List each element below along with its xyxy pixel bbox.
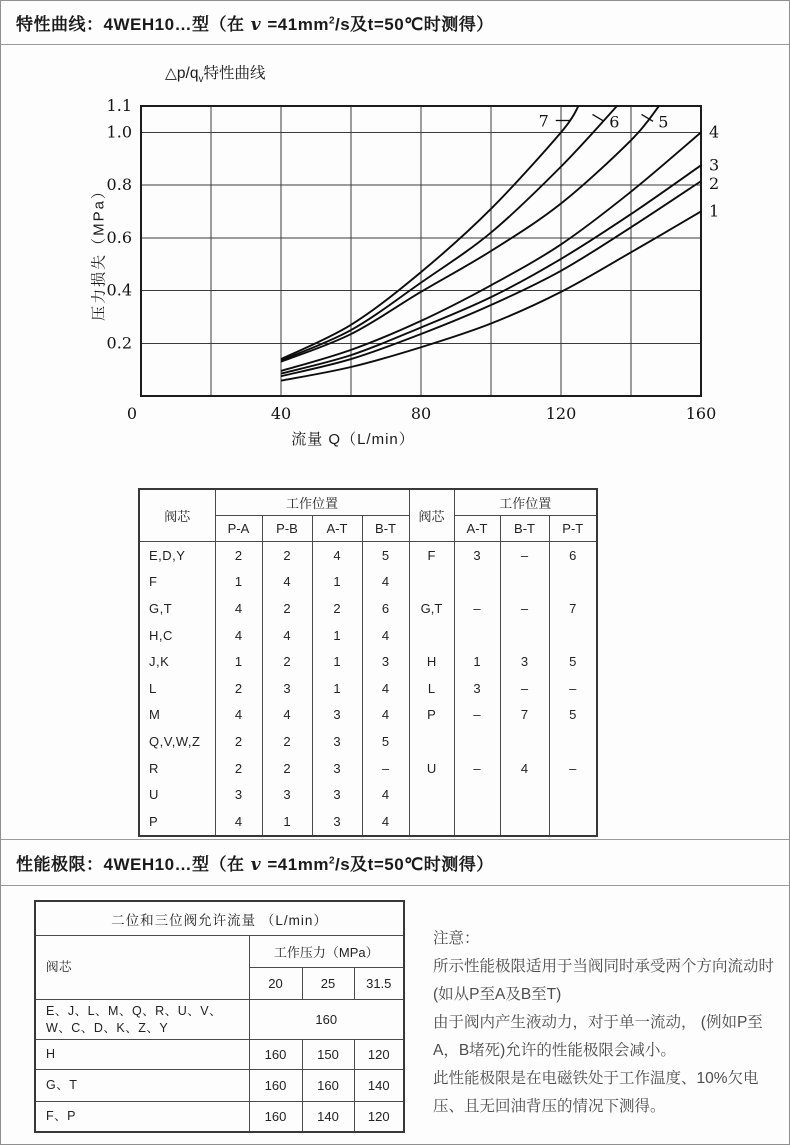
value-cell: 4 xyxy=(362,781,409,808)
value-cell xyxy=(500,781,549,808)
flow-value-cell: 140 xyxy=(354,1070,404,1102)
value-cell: 1 xyxy=(312,622,362,649)
value-cell: 5 xyxy=(362,728,409,755)
spool-cell: H,C xyxy=(139,622,215,649)
value-cell: 1 xyxy=(312,569,362,596)
position-column-header: A-T xyxy=(312,516,362,542)
position-column-header: B-T xyxy=(362,516,409,542)
y-tick-label: 0.8 xyxy=(106,175,132,195)
value-cell: 1 xyxy=(262,808,312,836)
spool-cell: J,K xyxy=(139,648,215,675)
x-tick-label: 0 xyxy=(126,404,138,423)
spool-cell: P xyxy=(409,702,454,729)
table-row xyxy=(139,569,597,596)
value-cell xyxy=(454,781,500,808)
value-cell: – xyxy=(454,595,500,622)
chart-title: $\triangle p/q_v$特性曲线 xyxy=(165,65,266,86)
value-cell: 3 xyxy=(362,648,409,675)
value-cell: 3 xyxy=(312,702,362,729)
y-tick-label: 0.6 xyxy=(106,227,132,247)
table-row xyxy=(139,728,597,755)
spool-cell: L xyxy=(409,675,454,702)
spool-cell: M xyxy=(139,702,215,729)
curve-label-1: 1 xyxy=(709,201,720,221)
value-cell: 6 xyxy=(362,595,409,622)
spool-cell: H xyxy=(35,1040,249,1070)
flow-value-cell: 150 xyxy=(302,1040,354,1070)
y-tick-label: 1.1 xyxy=(106,96,132,115)
x-axis-label: 流量 Q（L/min） xyxy=(291,431,415,448)
section1-title-text: 特性曲线：4WEH10…型（在 $v =41mm^2/s$及t=50℃时测得） xyxy=(16,15,494,35)
flow-value-cell: 160 xyxy=(302,1070,354,1102)
spool-cell: Q,V,W,Z xyxy=(139,728,215,755)
spool-cell xyxy=(409,781,454,808)
table-row xyxy=(139,702,597,729)
position-header-right: 工作位置 xyxy=(454,489,597,516)
value-cell: 4 xyxy=(215,702,262,729)
value-cell: – xyxy=(500,595,549,622)
position-column-header: P-B xyxy=(262,516,312,542)
nu-symbol: v xyxy=(250,15,262,35)
value-cell: – xyxy=(362,755,409,782)
flow-value-cell: 160 xyxy=(249,1000,404,1040)
value-cell: 5 xyxy=(549,702,597,729)
value-cell xyxy=(500,808,549,836)
value-cell: 3 xyxy=(312,728,362,755)
value-cell: 4 xyxy=(215,622,262,649)
curve-label-leader xyxy=(593,114,605,121)
value-cell xyxy=(454,622,500,649)
value-cell: 2 xyxy=(312,595,362,622)
flow-value-cell: 160 xyxy=(249,1102,302,1132)
value-cell xyxy=(549,808,597,836)
value-cell: 4 xyxy=(362,675,409,702)
value-cell: – xyxy=(500,542,549,569)
table-row xyxy=(35,1102,404,1132)
table-row xyxy=(139,622,597,649)
value-cell xyxy=(454,808,500,836)
value-cell: 3 xyxy=(312,808,362,836)
value-cell: – xyxy=(454,702,500,729)
y-tick-label: 1.0 xyxy=(106,122,132,142)
notes-line: A，B堵死)允许的性能极限会减小。 xyxy=(433,1042,676,1059)
value-cell: 2 xyxy=(262,755,312,782)
spool-cell: G,T xyxy=(409,595,454,622)
flow-value-cell: 120 xyxy=(354,1040,404,1070)
curve-label-4: 4 xyxy=(709,122,720,142)
pressure-header: 工作压力（MPa） xyxy=(249,936,404,968)
y-tick-label: 0.4 xyxy=(106,280,132,300)
value-cell: 3 xyxy=(262,675,312,702)
spool-cell: H xyxy=(409,648,454,675)
value-cell: 3 xyxy=(215,781,262,808)
dp-qv-characteristic-chart xyxy=(1,45,790,445)
pressure-column-header: 20 xyxy=(249,968,302,1000)
spool-cell: L xyxy=(139,675,215,702)
value-cell: 2 xyxy=(262,648,312,675)
value-cell: 3 xyxy=(454,675,500,702)
value-cell xyxy=(500,728,549,755)
working-position-table xyxy=(138,488,598,837)
spool-cell: R xyxy=(139,755,215,782)
value-cell: 3 xyxy=(454,542,500,569)
nu-symbol: v xyxy=(250,855,262,875)
curve-label-7: 7 xyxy=(538,111,549,131)
table-row xyxy=(35,1040,404,1070)
curve-label-5: 5 xyxy=(658,112,669,132)
value-cell: 3 xyxy=(262,781,312,808)
position-header-left: 工作位置 xyxy=(215,489,409,516)
x-tick-label: 80 xyxy=(410,404,432,423)
position-column-header: A-T xyxy=(454,516,500,542)
value-cell: 1 xyxy=(215,648,262,675)
value-cell: 4 xyxy=(362,622,409,649)
spool-cell: P xyxy=(139,808,215,836)
value-cell: 4 xyxy=(312,542,362,569)
value-cell: 2 xyxy=(215,675,262,702)
notes-lines xyxy=(433,953,785,1121)
notes-line: 由于阀内产生液动力，对于单一流动， (例如P至 xyxy=(433,1014,763,1031)
notes-line: (如从P至A及B至T) xyxy=(433,986,562,1003)
value-cell xyxy=(454,569,500,596)
flow-table-title: 二位和三位阀允许流量 （L/min） xyxy=(35,901,404,936)
value-cell xyxy=(454,728,500,755)
curve-label-3: 3 xyxy=(709,155,720,175)
value-cell: 1 xyxy=(312,648,362,675)
value-cell: 1 xyxy=(215,569,262,596)
allowed-flow-table xyxy=(34,900,405,1133)
value-cell: 4 xyxy=(362,569,409,596)
position-column-header: P-A xyxy=(215,516,262,542)
value-cell: 1 xyxy=(312,675,362,702)
value-cell: 5 xyxy=(362,542,409,569)
spool-cell: G、T xyxy=(35,1070,249,1102)
curve-label-2: 2 xyxy=(709,173,720,193)
spool-cell: G,T xyxy=(139,595,215,622)
table-row xyxy=(139,781,597,808)
notes-title: 注意： xyxy=(433,930,480,947)
position-column-header: P-T xyxy=(549,516,597,542)
value-cell xyxy=(549,728,597,755)
value-cell xyxy=(549,781,597,808)
table-row xyxy=(139,808,597,836)
flow-value-cell: 160 xyxy=(249,1070,302,1102)
spool-cell xyxy=(409,569,454,596)
y-axis-label: 压力损失（MPa） xyxy=(90,182,108,321)
value-cell: 4 xyxy=(262,622,312,649)
spool-cell: E、J、L、M、Q、R、U、V、W、C、D、K、Z、Y xyxy=(35,1000,249,1040)
spool-cell: F xyxy=(409,542,454,569)
value-cell: 4 xyxy=(362,702,409,729)
pressure-column-header: 25 xyxy=(302,968,354,1000)
curve-7 xyxy=(281,106,579,359)
spool-header: 阀芯 xyxy=(35,936,249,1000)
table-row xyxy=(139,755,597,782)
value-cell: 4 xyxy=(500,755,549,782)
notes-line: 所示性能极限适用于当阀同时承受两个方向流动时 xyxy=(433,958,775,975)
value-cell: 4 xyxy=(215,808,262,836)
value-cell: 4 xyxy=(262,569,312,596)
value-cell: 2 xyxy=(262,542,312,569)
value-cell: 4 xyxy=(262,702,312,729)
spool-cell: F、P xyxy=(35,1102,249,1132)
value-cell: 4 xyxy=(215,595,262,622)
section-header-characteristic-curves xyxy=(1,1,789,45)
value-cell: 3 xyxy=(500,648,549,675)
value-cell: 2 xyxy=(215,755,262,782)
value-cell: 2 xyxy=(262,595,312,622)
value-cell: 1 xyxy=(454,648,500,675)
value-cell: – xyxy=(500,675,549,702)
table-row xyxy=(139,595,597,622)
notes-block xyxy=(433,925,785,1121)
flow-value-cell: 160 xyxy=(249,1040,302,1070)
pressure-column-header: 31.5 xyxy=(354,968,404,1000)
spool-header-left: 阀芯 xyxy=(139,489,215,542)
value-cell: 3 xyxy=(312,781,362,808)
flow-value-cell: 140 xyxy=(302,1102,354,1132)
table-row xyxy=(139,675,597,702)
flow-value-cell: 120 xyxy=(354,1102,404,1132)
value-cell: 2 xyxy=(215,728,262,755)
table-row xyxy=(35,1000,404,1040)
position-column-header: B-T xyxy=(500,516,549,542)
value-cell: 2 xyxy=(215,542,262,569)
notes-line: 压、且无回油背压的情况下测得。 xyxy=(433,1098,666,1115)
x-tick-label: 40 xyxy=(270,404,292,423)
spool-cell: E,D,Y xyxy=(139,542,215,569)
value-cell: – xyxy=(454,755,500,782)
value-cell xyxy=(500,569,549,596)
spool-cell xyxy=(409,808,454,836)
value-cell: 7 xyxy=(549,595,597,622)
value-cell xyxy=(549,622,597,649)
value-cell: – xyxy=(549,755,597,782)
value-cell: 5 xyxy=(549,648,597,675)
value-cell: 3 xyxy=(312,755,362,782)
value-cell: 2 xyxy=(262,728,312,755)
spool-cell xyxy=(409,728,454,755)
table-row xyxy=(139,648,597,675)
y-tick-label: 0.2 xyxy=(106,333,132,353)
value-cell: – xyxy=(549,675,597,702)
value-cell xyxy=(500,622,549,649)
curve-label-6: 6 xyxy=(609,112,620,132)
spool-cell: U xyxy=(409,755,454,782)
spool-cell: U xyxy=(139,781,215,808)
spool-cell xyxy=(409,622,454,649)
table-row xyxy=(139,542,597,569)
x-tick-label: 120 xyxy=(545,404,577,423)
notes-line: 此性能极限是在电磁铁处于工作温度、10%欠电 xyxy=(433,1070,759,1087)
value-cell xyxy=(549,569,597,596)
table-row xyxy=(35,1070,404,1102)
spool-header-right: 阀芯 xyxy=(409,489,454,542)
value-cell: 4 xyxy=(362,808,409,836)
spool-cell: F xyxy=(139,569,215,596)
section2-title-text: 性能极限：4WEH10…型（在 $v =41mm^2/s$及t=50℃时测得） xyxy=(16,855,494,875)
section-header-performance-limits xyxy=(1,839,789,886)
value-cell: 7 xyxy=(500,702,549,729)
x-tick-label: 160 xyxy=(685,404,717,423)
value-cell: 6 xyxy=(549,542,597,569)
